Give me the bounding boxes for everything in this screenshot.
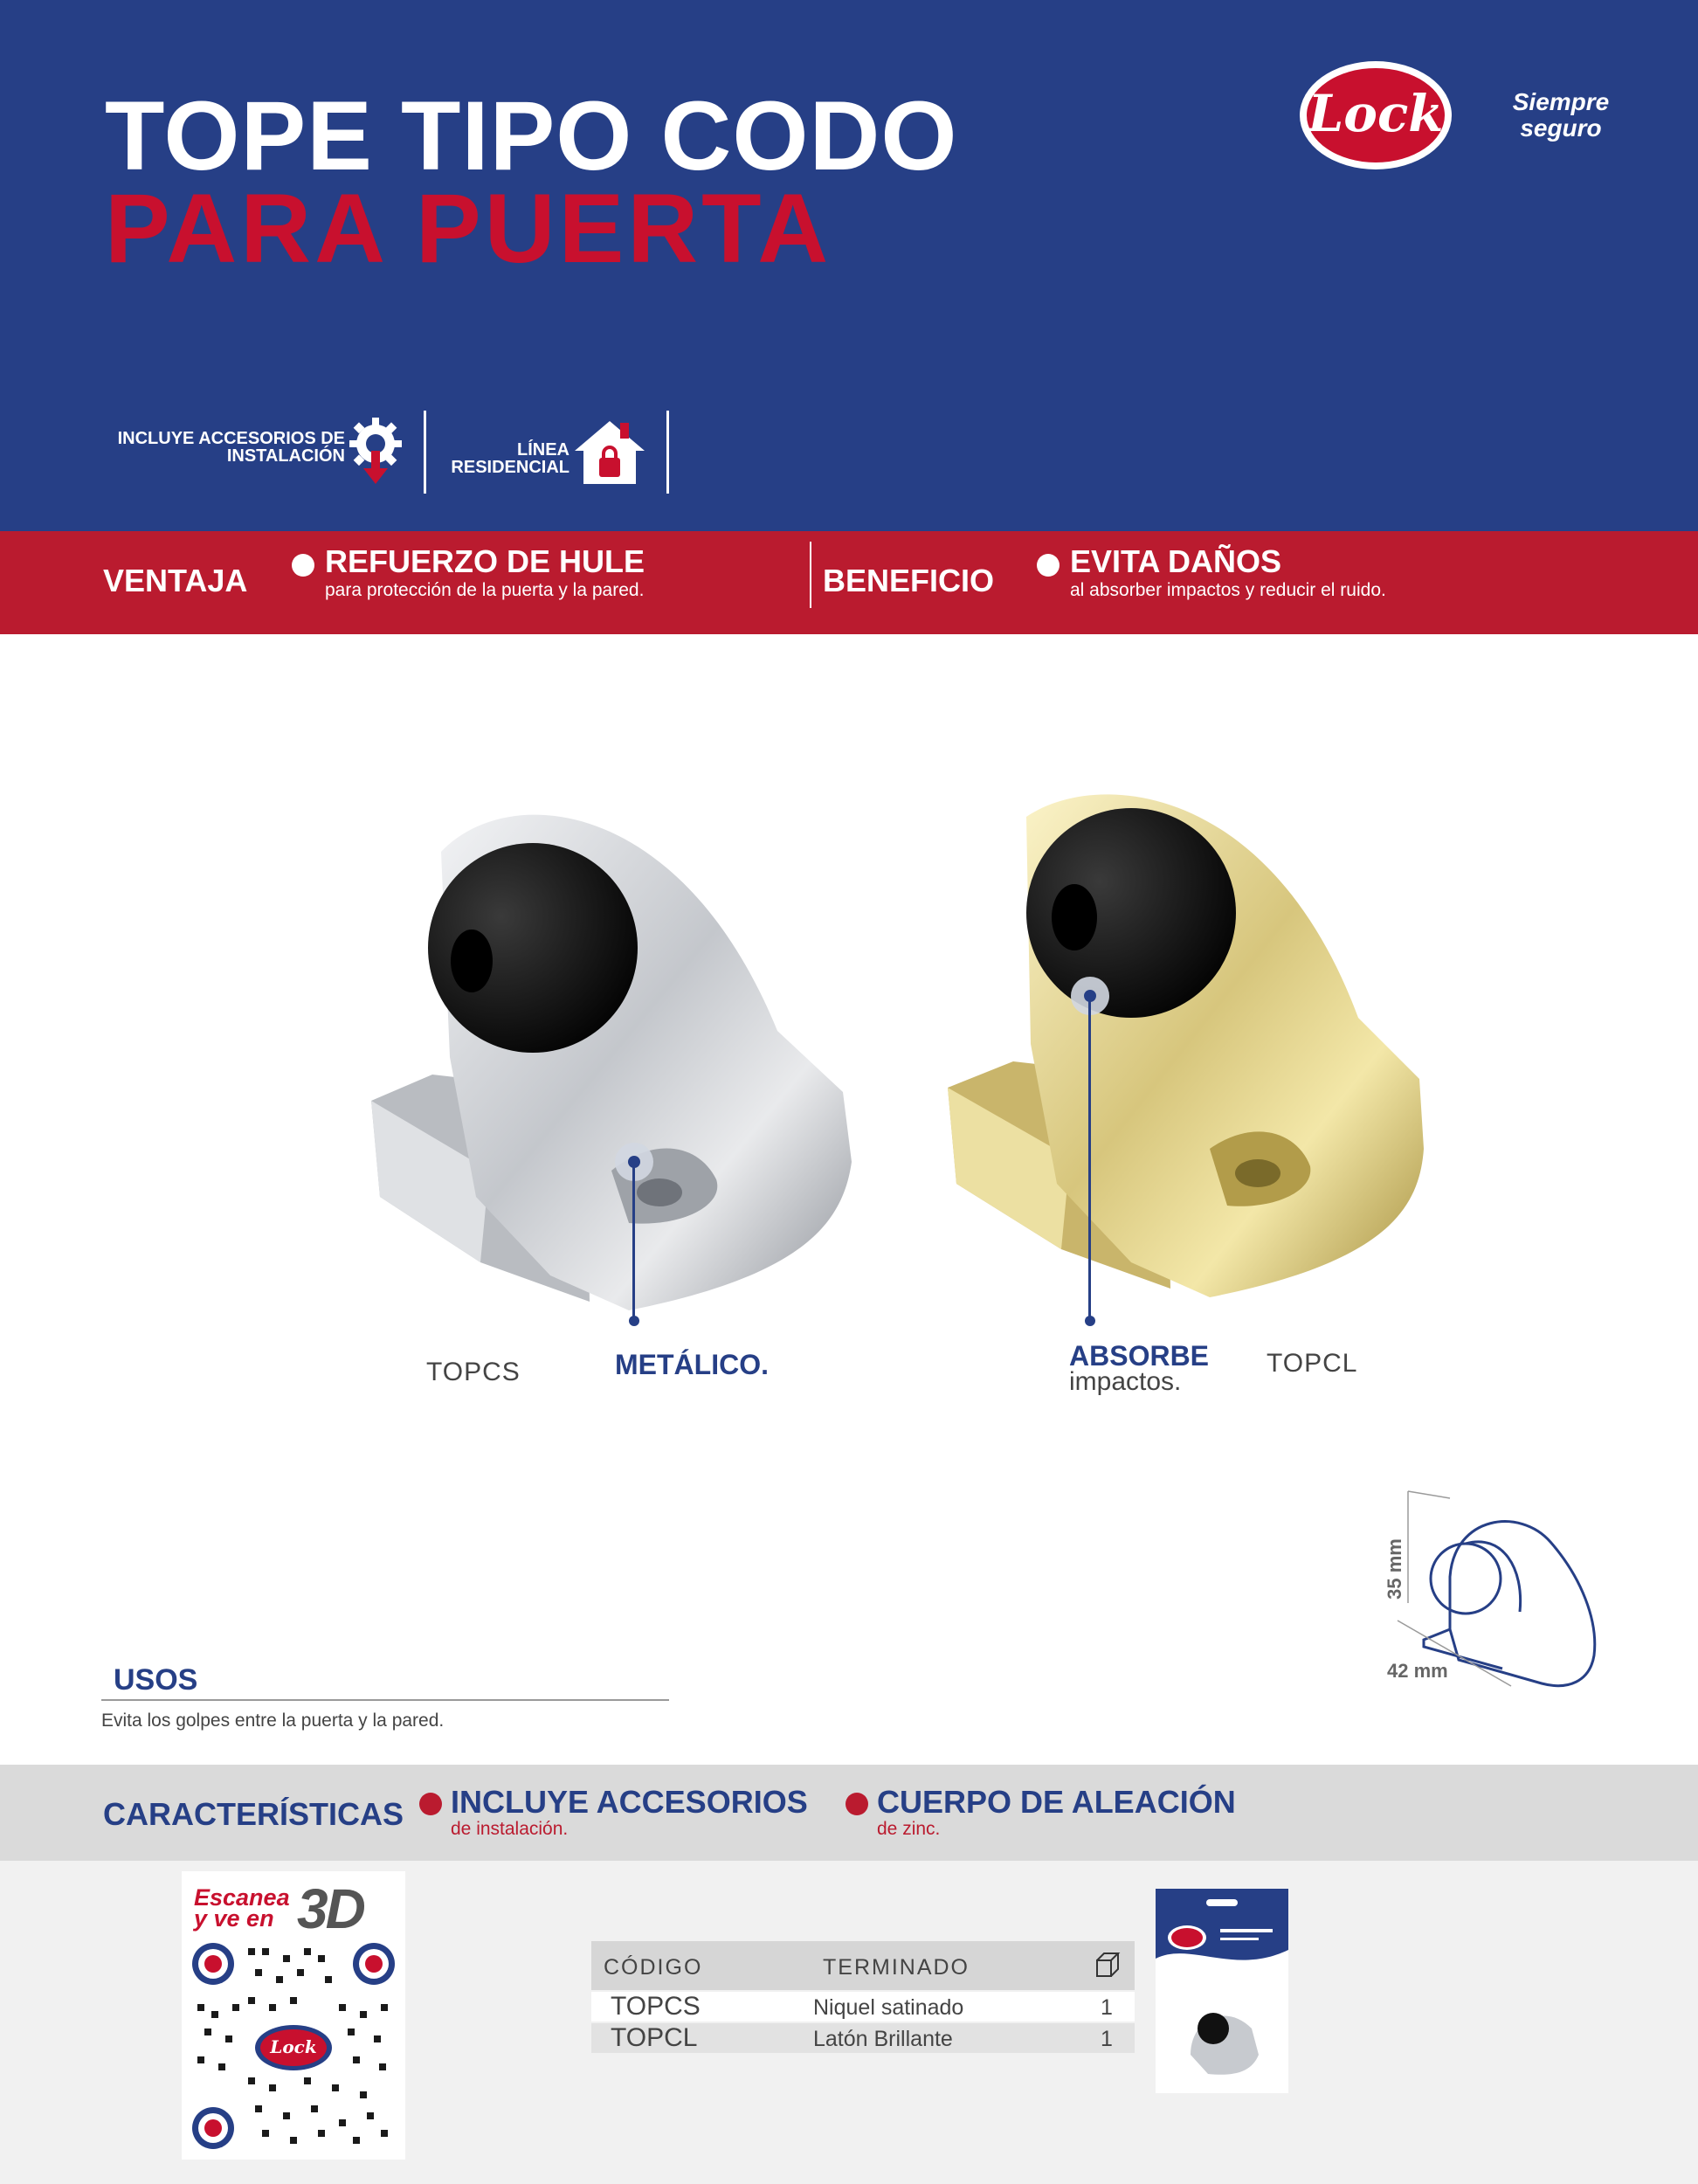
callout-end-right bbox=[1085, 1316, 1095, 1326]
header-banner bbox=[0, 0, 1698, 531]
column-header-code: CÓDIGO bbox=[604, 1955, 703, 1980]
product-code-topcl: TOPCL bbox=[1267, 1349, 1358, 1378]
ventaja-bullet bbox=[292, 554, 314, 577]
badge-divider bbox=[424, 411, 426, 494]
packaging-image bbox=[1156, 1889, 1288, 2093]
title-line-1: TOPE TIPO CODO bbox=[105, 81, 958, 190]
beneficio-subtitle: al absorber impactos y reducir el ruido. bbox=[1070, 580, 1386, 600]
feature-1-title: INCLUYE ACCESORIOS bbox=[451, 1784, 808, 1820]
dimension-width: 42 mm bbox=[1387, 1660, 1448, 1682]
dimension-height: 35 mm bbox=[1383, 1538, 1405, 1600]
table-header bbox=[591, 1941, 1135, 1990]
badge-divider-2 bbox=[666, 411, 669, 494]
callout-end-left bbox=[629, 1316, 639, 1326]
row-qty: 1 bbox=[1101, 2027, 1113, 2051]
table-row bbox=[591, 2023, 1135, 2053]
row-finish: Latón Brillante bbox=[813, 2027, 953, 2051]
brand-logo bbox=[1300, 61, 1452, 169]
brand-tagline: Siempre seguro bbox=[1512, 88, 1610, 142]
feature-1-subtitle: de instalación. bbox=[451, 1819, 569, 1839]
feature-1-bullet bbox=[419, 1793, 442, 1815]
ventaja-title: REFUERZO DE HULE bbox=[325, 543, 645, 579]
qr-code-card[interactable] bbox=[182, 1871, 405, 2160]
accessories-badge-label: INCLUYE ACCESORIOS DE INSTALACIÓN bbox=[117, 429, 345, 466]
feature-impactos: impactos. bbox=[1069, 1367, 1182, 1396]
title-line-2: PARA PUERTA bbox=[105, 174, 832, 283]
dimension-diagram bbox=[1371, 1481, 1651, 1708]
features-label: CARACTERÍSTICAS bbox=[103, 1796, 404, 1832]
feature-2-bullet bbox=[846, 1793, 868, 1815]
advantage-bar bbox=[0, 531, 1698, 634]
beneficio-label: BENEFICIO bbox=[823, 563, 995, 598]
box-icon bbox=[1092, 1950, 1123, 1981]
callout-line-left bbox=[632, 1162, 635, 1321]
house-icon bbox=[573, 418, 646, 486]
row-finish: Niquel satinado bbox=[813, 1995, 964, 2020]
feature-metalico: METÁLICO. bbox=[615, 1349, 769, 1380]
ventaja-label: VENTAJA bbox=[103, 563, 248, 598]
feature-2-subtitle: de zinc. bbox=[877, 1819, 941, 1839]
brand-logo-text: Lock bbox=[1308, 84, 1444, 143]
bar-divider bbox=[810, 542, 811, 608]
product-code-topcs: TOPCS bbox=[426, 1358, 521, 1386]
column-header-finish: TERMINADO bbox=[823, 1955, 970, 1980]
table-row bbox=[591, 1992, 1135, 2022]
gear-icon bbox=[348, 412, 404, 491]
usos-underline bbox=[101, 1699, 669, 1701]
qr-3d-label: 3D bbox=[297, 1877, 363, 1940]
row-qty: 1 bbox=[1101, 1995, 1113, 2020]
feature-2-title: CUERPO DE ALEACIÓN bbox=[877, 1784, 1236, 1820]
packaging-drawing bbox=[1156, 1889, 1288, 2093]
beneficio-title: EVITA DAÑOS bbox=[1070, 543, 1282, 579]
product-image-topcl bbox=[948, 773, 1437, 1297]
product-image-topcs bbox=[367, 786, 856, 1310]
usos-text: Evita los golpes entre la puerta y la pared. bbox=[101, 1711, 445, 1731]
row-code: TOPCS bbox=[611, 1992, 701, 2021]
feature-absorbe: ABSORBE bbox=[1069, 1340, 1210, 1372]
ventaja-subtitle: para protección de la puerta y la pared. bbox=[325, 580, 645, 600]
qr-caption: Escanea y ve en bbox=[194, 1884, 290, 1932]
row-code: TOPCL bbox=[611, 2023, 698, 2052]
callout-line-right bbox=[1088, 996, 1091, 1321]
beneficio-bullet bbox=[1037, 554, 1060, 577]
line-badge-label: LÍNEA RESIDENCIAL bbox=[451, 440, 569, 477]
usos-title: USOS bbox=[114, 1663, 198, 1697]
features-bar bbox=[0, 1765, 1698, 1861]
qr-logo-text: Lock bbox=[270, 2036, 317, 2057]
